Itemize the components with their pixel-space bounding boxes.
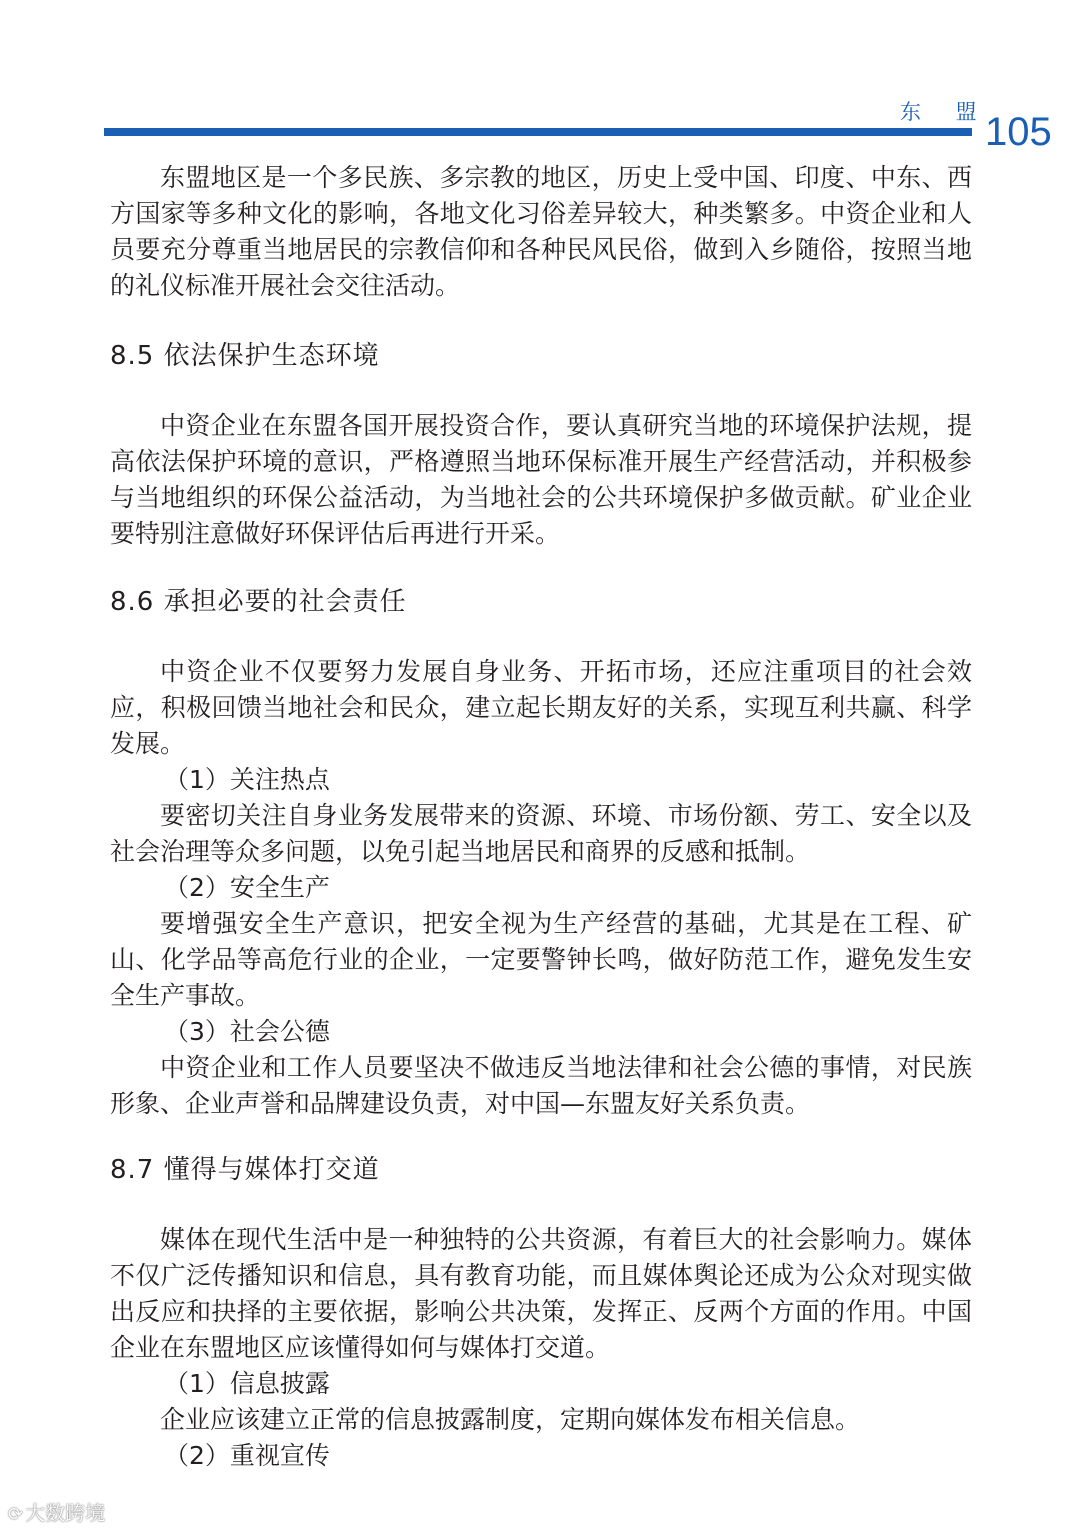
running-header-title: 东 盟 xyxy=(900,100,991,124)
section-8-7-paragraph: 媒体在现代生活中是一种独特的公共资源，有着巨大的社会影响力。媒体不仅广泛传播知识和信息，具有教育功能，而且媒体舆论还成为公众对现实做出反应和抉择的主要依据，影响公共决策，发挥正、反两个方面的作用。中国企业在东盟地区应该懂得如何与媒体打交道。 xyxy=(110,1225,972,1362)
sub-item-label: （2）安全生产 xyxy=(164,873,330,902)
section-heading-8-7: 8.7 懂得与媒体打交道 xyxy=(110,1155,380,1185)
section-heading-8-5: 8.5 依法保护生态环境 xyxy=(110,341,380,371)
sub-item-label: （1）信息披露 xyxy=(164,1369,330,1398)
sub-item-label: （2）重视宣传 xyxy=(164,1441,330,1470)
watermark-text: 大数跨境 xyxy=(25,1501,106,1525)
intro-paragraph: 东盟地区是一个多民族、多宗教的地区，历史上受中国、印度、中东、西方国家等多种文化的影响，各地文化习俗差异较大，种类繁多。中资企业和人员要充分尊重当地居民的宗教信仰和各种民风民俗，做到入乡随俗，按照当地的礼仪标准开展社会交往活动。 xyxy=(110,163,972,300)
page-number: 105 xyxy=(985,110,1052,154)
section-8-5-paragraph: 中资企业在东盟各国开展投资合作，要认真研究当地的环境保护法规，提高依法保护环境的意识，严格遵照当地环保标准开展生产经营活动，并积极参与当地组织的环保公益活动，为当地社会的公共环境保护多做贡献。矿业企业要特别注意做好环保评估后再进行开采。 xyxy=(110,411,972,548)
sub-item-label: （1）关注热点 xyxy=(164,765,330,794)
wechat-logo-icon: ⟳ xyxy=(8,1504,24,1525)
sub-item-text: 要增强安全生产意识，把安全视为生产经营的基础，尤其是在工程、矿山、化学品等高危行业的企业，一定要警钟长鸣，做好防范工作，避免发生安全生产事故。 xyxy=(110,909,972,1010)
sub-item-text: 中资企业和工作人员要坚决不做违反当地法律和社会公德的事情，对民族形象、企业声誉和品牌建设负责，对中国—东盟友好关系负责。 xyxy=(110,1053,972,1118)
watermark xyxy=(8,1497,105,1526)
sub-item-label: （3）社会公德 xyxy=(164,1017,330,1046)
sub-item-text: 企业应该建立正常的信息披露制度，定期向媒体发布相关信息。 xyxy=(160,1405,861,1434)
header-rule xyxy=(104,128,972,136)
section-heading-8-6: 8.6 承担必要的社会责任 xyxy=(110,587,407,617)
page-body xyxy=(110,160,972,1474)
section-8-6-paragraph: 中资企业不仅要努力发展自身业务、开拓市场，还应注重项目的社会效应，积极回馈当地社会和民众，建立起长期友好的关系，实现互利共赢、科学发展。 xyxy=(110,657,972,758)
sub-item-text: 要密切关注自身业务发展带来的资源、环境、市场份额、劳工、安全以及社会治理等众多问题，以免引起当地居民和商界的反感和抵制。 xyxy=(110,801,972,866)
